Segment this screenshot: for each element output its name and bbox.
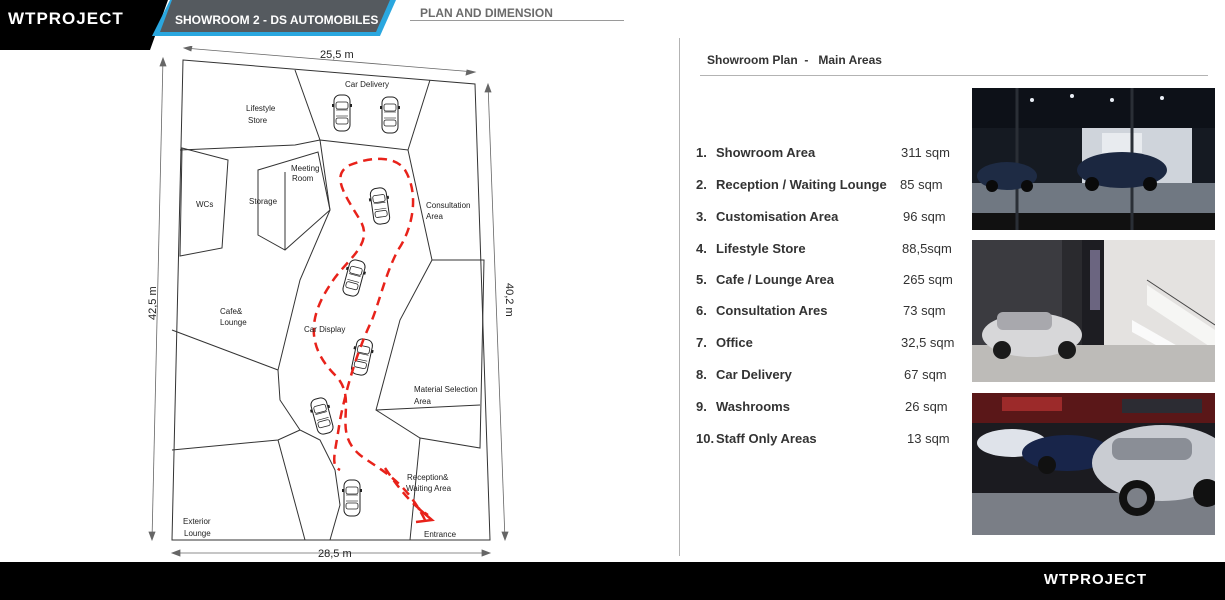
label-entrance: Entrance xyxy=(424,530,457,539)
area-value: 265 sqm xyxy=(903,272,953,287)
car-icon xyxy=(308,396,337,436)
area-value: 26 sqm xyxy=(905,399,948,414)
label-cafe-2: Lounge xyxy=(220,318,247,327)
area-value: 67 sqm xyxy=(904,367,947,382)
car-icon xyxy=(380,97,400,133)
area-value: 73 sqm xyxy=(903,303,946,318)
dim-top: 25,5 m xyxy=(320,49,354,61)
showroom-photo-exterior xyxy=(972,88,1215,230)
label-car-delivery: Car Delivery xyxy=(345,80,390,89)
area-value: 96 sqm xyxy=(903,209,946,224)
footer-logo: WTPROJECT xyxy=(1043,571,1147,588)
header-logo: WTPROJECT xyxy=(8,9,124,28)
footer xyxy=(0,562,1225,600)
car-icon xyxy=(342,480,362,516)
customer-path xyxy=(314,159,425,520)
label-exterior-1: Exterior xyxy=(183,517,211,526)
car-icon xyxy=(368,187,393,225)
list-item: 2. Reception / Waiting Lounge xyxy=(696,177,887,192)
label-consultation-2: Area xyxy=(426,212,443,221)
dim-bottom: 28,5 m xyxy=(318,548,352,560)
area-value: 85 sqm xyxy=(900,177,943,192)
area-value: 32,5 sqm xyxy=(901,335,955,350)
label-lifestyle-2: Store xyxy=(248,116,268,125)
vertical-divider xyxy=(679,38,680,556)
page-subtitle: PLAN AND DIMENSION xyxy=(420,6,553,20)
dim-right: 40,2 m xyxy=(503,283,515,317)
list-item: 8. Car Delivery xyxy=(696,367,792,382)
label-exterior-2: Lounge xyxy=(184,529,211,538)
list-item: 5. Cafe / Lounge Area xyxy=(696,272,834,287)
label-storage: Storage xyxy=(249,197,278,206)
label-lifestyle-1: Lifestyle xyxy=(246,104,276,113)
list-item: 4. Lifestyle Store xyxy=(696,241,806,256)
car-icon xyxy=(340,258,369,298)
page-title: SHOWROOM 2 - DS AUTOMOBILES xyxy=(175,13,379,27)
floor-plan xyxy=(140,46,520,561)
area-value: 311 sqm xyxy=(901,145,950,160)
label-material-1: Material Selection xyxy=(414,385,478,394)
list-item: 10. Staff Only Areas xyxy=(696,431,817,446)
list-item: 3. Customisation Area xyxy=(696,209,839,224)
area-value: 13 sqm xyxy=(907,431,950,446)
list-item: 1. Showroom Area xyxy=(696,145,816,160)
dim-left: 42,5 m xyxy=(147,286,159,320)
dimension-lines xyxy=(149,46,508,556)
label-reception-1: Reception& xyxy=(407,473,449,482)
areas-title: Showroom Plan - Main Areas xyxy=(707,53,882,67)
label-cafe-1: Cafe& xyxy=(220,307,243,316)
area-value: 88,5sqm xyxy=(902,241,952,256)
list-item: 7. Office xyxy=(696,335,753,350)
label-car-display: Car Display xyxy=(304,325,346,334)
plan-walls xyxy=(172,60,490,540)
label-consultation-1: Consultation xyxy=(426,201,471,210)
label-reception-2: Waiting Area xyxy=(406,484,452,493)
areas-title-underline xyxy=(700,75,1208,76)
subtitle-underline xyxy=(410,20,624,21)
label-material-2: Area xyxy=(414,397,431,406)
car-icon xyxy=(332,95,352,131)
arrow-head-icon xyxy=(416,508,432,522)
list-item: 9. Washrooms xyxy=(696,399,790,414)
label-meeting-2: Room xyxy=(292,174,314,183)
showroom-photo-display xyxy=(972,393,1215,535)
showroom-photo-interior xyxy=(972,240,1215,382)
label-meeting-1: Meeting xyxy=(291,164,320,173)
label-wcs: WCs xyxy=(196,200,214,209)
header xyxy=(0,0,640,50)
list-item: 6. Consultation Ares xyxy=(696,303,828,318)
